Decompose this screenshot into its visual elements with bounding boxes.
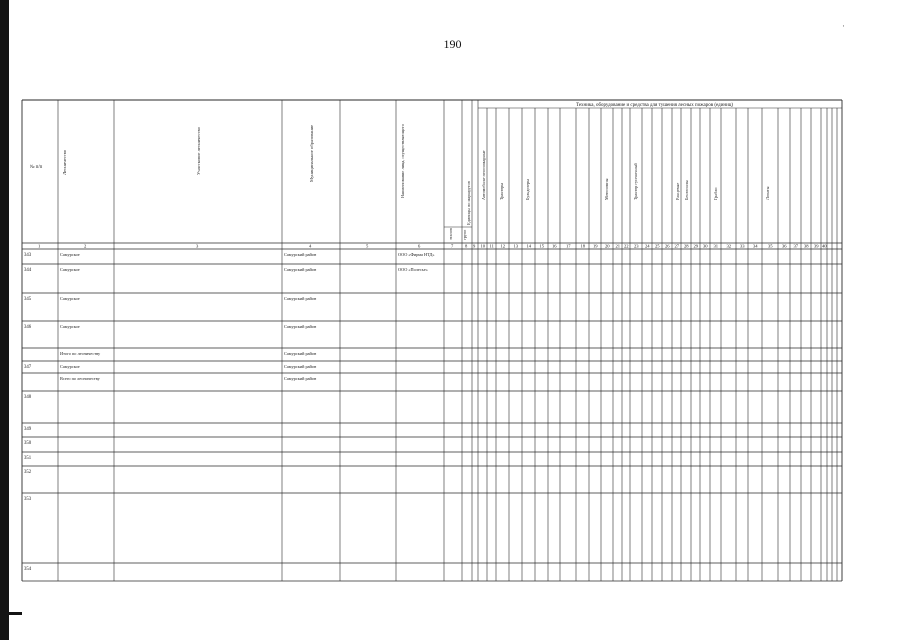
header-forestry: Лесничество xyxy=(62,149,67,175)
header-person: Наименование лица, осуществляющего xyxy=(400,124,405,198)
header-equipment: Бульдозеры xyxy=(525,179,530,200)
row-forestry: Самурское xyxy=(60,296,80,301)
row-municipality: Самурский район xyxy=(284,364,317,369)
column-number: 28 xyxy=(684,243,689,249)
page-number: 190 xyxy=(443,37,462,51)
row-forestry: Самурское xyxy=(60,267,80,272)
column-number: 20 xyxy=(605,243,610,249)
column-number: 23 xyxy=(634,243,639,249)
column-number: 3 xyxy=(196,243,199,249)
column-number: 17 xyxy=(566,243,571,249)
column-number: 6 xyxy=(418,243,421,249)
header-equipment: Ранцевые xyxy=(675,182,680,200)
row-municipality: Самурский район xyxy=(284,376,317,381)
row-number: 347 xyxy=(24,365,32,370)
column-number: 31 xyxy=(713,243,719,249)
column-number: 27 xyxy=(674,243,680,249)
header-municipality: Муниципальное образование xyxy=(309,124,314,182)
row-forestry: Всего по лесничеству xyxy=(60,376,100,381)
column-number: 26 xyxy=(665,243,670,249)
header-equipment: Лопаты xyxy=(765,186,770,200)
column-number: 1 xyxy=(38,243,41,249)
column-number: 9 xyxy=(473,243,476,249)
column-number: 22 xyxy=(624,243,629,249)
row-person: ООО «Полесье» xyxy=(398,267,428,272)
row-municipality: Самурский район xyxy=(284,351,317,356)
header-units: Единицы по маршрутов xyxy=(466,181,471,225)
column-number: 36 xyxy=(782,243,787,249)
row-number: 349 xyxy=(24,427,32,432)
row-number: 351 xyxy=(24,456,32,461)
column-number: 8 xyxy=(465,243,468,249)
column-number: 15 xyxy=(539,243,545,249)
row-forestry: Самурское xyxy=(60,252,80,257)
row-forestry: Самурское xyxy=(60,364,80,369)
header-equipment: Автомобили-лесопожарные xyxy=(481,150,486,200)
header-equipment: Тракторы xyxy=(499,182,504,200)
header-sub: групп xyxy=(462,229,467,240)
header-no: № п/п xyxy=(30,165,43,170)
row-number: 350 xyxy=(24,441,32,446)
column-number: 5 xyxy=(366,243,369,249)
header-equipment: Грабли xyxy=(713,187,718,200)
column-number: 13 xyxy=(513,243,519,249)
column-number: 38 xyxy=(804,243,809,249)
column-number: 37 xyxy=(793,243,799,249)
column-number: 39 xyxy=(814,243,819,249)
row-number: 346 xyxy=(24,325,32,330)
table-grid xyxy=(22,100,842,581)
row-municipality: Самурский район xyxy=(284,324,317,329)
row-number: 345 xyxy=(24,297,32,302)
row-number: 343 xyxy=(24,253,32,258)
header-district: Участковое лесничество xyxy=(196,127,201,175)
column-number: 32 xyxy=(726,243,732,249)
row-municipality: Самурский район xyxy=(284,267,317,272)
column-number: 40 xyxy=(822,243,827,249)
column-number: 16 xyxy=(552,243,557,249)
column-number: 30 xyxy=(703,243,708,249)
header-equipment-group: Техника, оборудование и средства для тушения лесных пожаров (единиц) xyxy=(576,103,734,108)
table-text xyxy=(24,103,827,572)
column-number: 18 xyxy=(580,243,586,249)
header-sub: этапов xyxy=(448,228,453,240)
row-municipality: Самурский район xyxy=(284,296,317,301)
header-equipment: Бензопилы xyxy=(684,180,689,200)
column-number: 24 xyxy=(645,243,650,249)
column-number: 19 xyxy=(593,243,598,249)
column-number: 7 xyxy=(451,243,454,249)
column-number: 12 xyxy=(500,243,506,249)
column-number: 35 xyxy=(768,243,773,249)
column-number: 21 xyxy=(615,243,621,249)
column-number: 14 xyxy=(526,243,532,249)
row-number: 354 xyxy=(24,567,32,572)
header-equipment: Трактор гусеничный xyxy=(633,163,638,200)
column-number: 29 xyxy=(693,243,699,249)
row-number: 348 xyxy=(24,395,32,400)
row-number: 344 xyxy=(24,268,32,273)
scan-speck: · xyxy=(842,21,845,31)
row-number: 352 xyxy=(24,470,32,475)
column-number: 2 xyxy=(84,243,87,249)
column-number: 10 xyxy=(480,243,486,249)
row-forestry: Самурское xyxy=(60,324,80,329)
row-municipality: Самурский район xyxy=(284,252,317,257)
column-number: 11 xyxy=(489,243,494,249)
column-number: 25 xyxy=(655,243,660,249)
column-number: 34 xyxy=(753,243,758,249)
row-number: 353 xyxy=(24,497,32,502)
column-number: 4 xyxy=(309,243,312,249)
header-equipment: Мотопомпы xyxy=(604,178,609,200)
row-forestry: Итого по лесничеству xyxy=(60,351,101,356)
row-person: ООО «Фирма НТД» xyxy=(398,252,435,257)
column-number: 33 xyxy=(740,243,745,249)
